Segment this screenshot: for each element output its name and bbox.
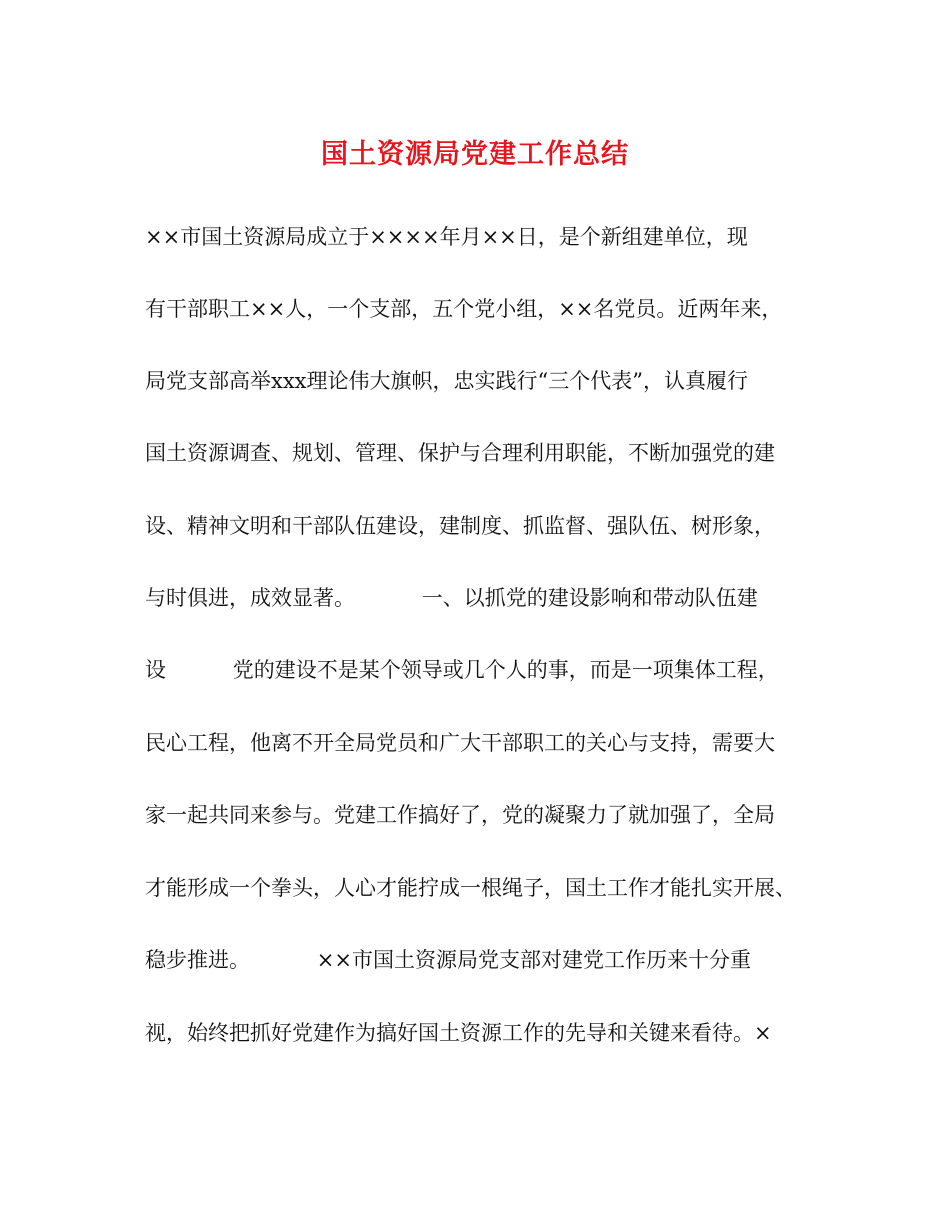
body-line-8: 民心工程，他离不开全局党员和广大干部职工的关心与支持，需要大 [145, 731, 775, 755]
body-line-2: 有干部职工××人，一个支部，五个党小组，××名党员。近两年来， [145, 297, 783, 321]
body-line-3: 局党支部高举xxx理论伟大旗帜，忠实践行“三个代表”，认真履行 [145, 369, 748, 393]
body-line-4: 国土资源调查、规划、管理、保护与合理利用职能，不断加强党的建 [145, 441, 775, 465]
body-line-10: 才能形成一个拳头，人心才能拧成一根绳子，国土工作才能扎实开展、 [145, 876, 796, 900]
document-title: 国土资源局党建工作总结 [321, 139, 629, 170]
body-line-9: 家一起共同来参与。党建工作搞好了，党的凝聚力了就加强了，全局 [145, 803, 775, 827]
body-line-5: 设、精神文明和干部队伍建设，建制度、抓监督、强队伍、树形象， [145, 514, 775, 538]
body-line-11: 稳步推进。 ××市国土资源局党支部对建党工作历来十分重 [145, 948, 751, 972]
body-line-7: 设 党的建设不是某个领导或几个人的事，而是一项集体工程， [145, 658, 779, 682]
body-line-1: ××市国土资源局成立于××××年月××日，是个新组建单位，现 [145, 225, 748, 249]
body-line-12: 视，始终把抓好党建作为搞好国土资源工作的先导和关键来看待。× [145, 1021, 772, 1045]
body-line-6: 与时俱进，成效显著。 一、以抓党的建设影响和带动队伍建 [145, 586, 758, 610]
